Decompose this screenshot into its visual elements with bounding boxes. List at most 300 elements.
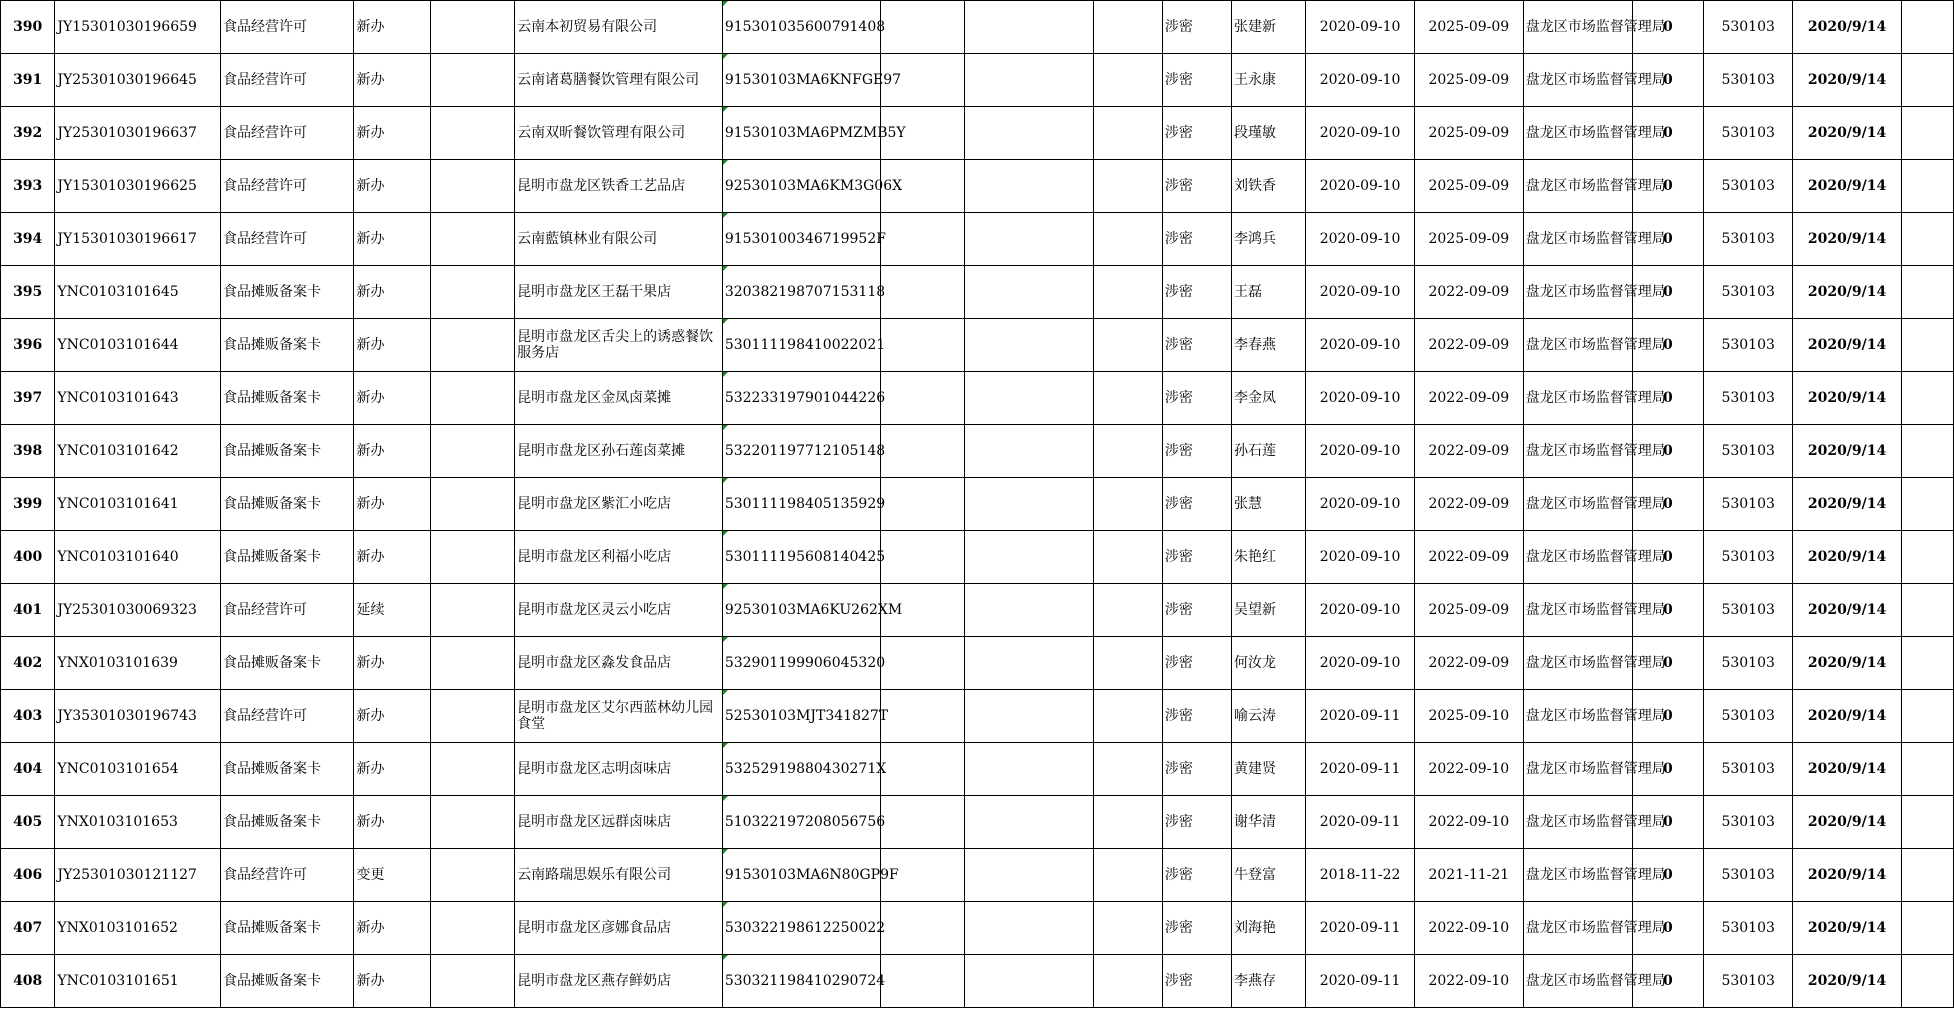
empty-cell[interactable] [965, 849, 1094, 902]
area-code-cell[interactable]: 530103 [1704, 478, 1793, 531]
empty-cell[interactable] [965, 690, 1094, 743]
empty-cell[interactable] [881, 690, 965, 743]
valid-to-cell[interactable]: 2025-09-09 [1414, 1, 1523, 54]
empty-cell[interactable] [431, 372, 515, 425]
valid-from-cell[interactable]: 2020-09-11 [1306, 902, 1415, 955]
empty-cell[interactable] [1901, 372, 1953, 425]
permit-number-cell[interactable]: JY15301030196617 [55, 213, 221, 266]
valid-to-cell[interactable]: 2022-09-09 [1414, 478, 1523, 531]
flag-cell[interactable]: 0 [1632, 372, 1704, 425]
permit-number-cell[interactable]: JY15301030196625 [55, 160, 221, 213]
empty-cell[interactable] [881, 54, 965, 107]
company-name-cell[interactable]: 昆明市盘龙区紫汇小吃店 [515, 478, 723, 531]
valid-from-cell[interactable]: 2020-09-10 [1306, 213, 1415, 266]
company-name-cell[interactable]: 云南本初贸易有限公司 [515, 1, 723, 54]
valid-from-cell[interactable]: 2020-09-10 [1306, 54, 1415, 107]
legal-person-cell[interactable]: 李春燕 [1232, 319, 1306, 372]
empty-cell[interactable] [431, 584, 515, 637]
empty-cell[interactable] [1901, 425, 1953, 478]
flag-cell[interactable]: 0 [1632, 266, 1704, 319]
empty-cell[interactable] [881, 213, 965, 266]
secret-level-cell[interactable]: 涉密 [1162, 213, 1231, 266]
flag-cell[interactable]: 0 [1632, 796, 1704, 849]
action-type-cell[interactable]: 新办 [354, 1, 431, 54]
empty-cell[interactable] [965, 319, 1094, 372]
authority-cell[interactable]: 盘龙区市场监督管理局 [1523, 372, 1632, 425]
authority-cell[interactable]: 盘龙区市场监督管理局 [1523, 955, 1632, 1008]
secret-level-cell[interactable]: 涉密 [1162, 54, 1231, 107]
company-name-cell[interactable]: 昆明市盘龙区远群卤味店 [515, 796, 723, 849]
permit-type-cell[interactable]: 食品经营许可 [221, 1, 354, 54]
flag-cell[interactable]: 0 [1632, 160, 1704, 213]
empty-cell[interactable] [1901, 955, 1953, 1008]
empty-cell[interactable] [1901, 796, 1953, 849]
valid-to-cell[interactable]: 2025-09-09 [1414, 160, 1523, 213]
permit-number-cell[interactable]: YNC0103101644 [55, 319, 221, 372]
credit-code-cell[interactable]: 530111198410022021 [722, 319, 880, 372]
valid-from-cell[interactable]: 2020-09-10 [1306, 478, 1415, 531]
empty-cell[interactable] [881, 743, 965, 796]
valid-from-cell[interactable]: 2020-09-11 [1306, 743, 1415, 796]
area-code-cell[interactable]: 530103 [1704, 796, 1793, 849]
flag-cell[interactable]: 0 [1632, 637, 1704, 690]
legal-person-cell[interactable]: 张慧 [1232, 478, 1306, 531]
valid-from-cell[interactable]: 2020-09-10 [1306, 531, 1415, 584]
row-number-cell[interactable]: 395 [1, 266, 55, 319]
empty-cell[interactable] [881, 849, 965, 902]
empty-cell[interactable] [1901, 743, 1953, 796]
row-number-cell[interactable]: 390 [1, 1, 55, 54]
legal-person-cell[interactable]: 何汝龙 [1232, 637, 1306, 690]
secret-level-cell[interactable]: 涉密 [1162, 584, 1231, 637]
secret-level-cell[interactable]: 涉密 [1162, 107, 1231, 160]
legal-person-cell[interactable]: 张建新 [1232, 1, 1306, 54]
permit-type-cell[interactable]: 食品摊贩备案卡 [221, 478, 354, 531]
permit-number-cell[interactable]: JY15301030196659 [55, 1, 221, 54]
flag-cell[interactable]: 0 [1632, 584, 1704, 637]
row-number-cell[interactable]: 396 [1, 319, 55, 372]
secret-level-cell[interactable]: 涉密 [1162, 160, 1231, 213]
valid-to-cell[interactable]: 2025-09-09 [1414, 107, 1523, 160]
credit-code-cell[interactable]: 532233197901044226 [722, 372, 880, 425]
credit-code-cell[interactable]: 532901199906045320 [722, 637, 880, 690]
flag-cell[interactable]: 0 [1632, 955, 1704, 1008]
credit-code-cell[interactable]: 53252919880430271X [722, 743, 880, 796]
update-date-cell[interactable]: 2020/9/14 [1793, 372, 1902, 425]
empty-cell[interactable] [965, 372, 1094, 425]
permit-type-cell[interactable]: 食品摊贩备案卡 [221, 637, 354, 690]
permit-type-cell[interactable]: 食品经营许可 [221, 107, 354, 160]
empty-cell[interactable] [1093, 690, 1162, 743]
empty-cell[interactable] [965, 584, 1094, 637]
valid-to-cell[interactable]: 2022-09-09 [1414, 266, 1523, 319]
action-type-cell[interactable]: 新办 [354, 955, 431, 1008]
permit-number-cell[interactable]: YNX0103101652 [55, 902, 221, 955]
empty-cell[interactable] [965, 478, 1094, 531]
company-name-cell[interactable]: 昆明市盘龙区志明卤味店 [515, 743, 723, 796]
secret-level-cell[interactable]: 涉密 [1162, 531, 1231, 584]
empty-cell[interactable] [1093, 160, 1162, 213]
valid-to-cell[interactable]: 2025-09-10 [1414, 690, 1523, 743]
flag-cell[interactable]: 0 [1632, 743, 1704, 796]
permit-number-cell[interactable]: YNC0103101645 [55, 266, 221, 319]
valid-from-cell[interactable]: 2020-09-11 [1306, 955, 1415, 1008]
legal-person-cell[interactable]: 吴望新 [1232, 584, 1306, 637]
credit-code-cell[interactable]: 52530103MJT341827T [722, 690, 880, 743]
credit-code-cell[interactable]: 532201197712105148 [722, 425, 880, 478]
flag-cell[interactable]: 0 [1632, 319, 1704, 372]
row-number-cell[interactable]: 401 [1, 584, 55, 637]
valid-to-cell[interactable]: 2022-09-10 [1414, 796, 1523, 849]
valid-from-cell[interactable]: 2020-09-10 [1306, 637, 1415, 690]
flag-cell[interactable]: 0 [1632, 425, 1704, 478]
action-type-cell[interactable]: 新办 [354, 107, 431, 160]
empty-cell[interactable] [1093, 266, 1162, 319]
area-code-cell[interactable]: 530103 [1704, 955, 1793, 1008]
update-date-cell[interactable]: 2020/9/14 [1793, 849, 1902, 902]
permit-type-cell[interactable]: 食品经营许可 [221, 690, 354, 743]
empty-cell[interactable] [431, 213, 515, 266]
valid-to-cell[interactable]: 2025-09-09 [1414, 213, 1523, 266]
authority-cell[interactable]: 盘龙区市场监督管理局 [1523, 478, 1632, 531]
empty-cell[interactable] [1093, 54, 1162, 107]
row-number-cell[interactable]: 392 [1, 107, 55, 160]
permit-type-cell[interactable]: 食品摊贩备案卡 [221, 266, 354, 319]
authority-cell[interactable]: 盘龙区市场监督管理局 [1523, 849, 1632, 902]
empty-cell[interactable] [1093, 743, 1162, 796]
legal-person-cell[interactable]: 李燕存 [1232, 955, 1306, 1008]
update-date-cell[interactable]: 2020/9/14 [1793, 425, 1902, 478]
empty-cell[interactable] [431, 637, 515, 690]
action-type-cell[interactable]: 新办 [354, 478, 431, 531]
empty-cell[interactable] [1093, 107, 1162, 160]
legal-person-cell[interactable]: 王永康 [1232, 54, 1306, 107]
area-code-cell[interactable]: 530103 [1704, 213, 1793, 266]
area-code-cell[interactable]: 530103 [1704, 266, 1793, 319]
permit-number-cell[interactable]: JY25301030121127 [55, 849, 221, 902]
empty-cell[interactable] [881, 319, 965, 372]
empty-cell[interactable] [965, 425, 1094, 478]
empty-cell[interactable] [1093, 902, 1162, 955]
authority-cell[interactable]: 盘龙区市场监督管理局 [1523, 213, 1632, 266]
table-row[interactable] [1, 372, 1954, 425]
valid-to-cell[interactable]: 2022-09-09 [1414, 531, 1523, 584]
row-number-cell[interactable]: 404 [1, 743, 55, 796]
secret-level-cell[interactable]: 涉密 [1162, 955, 1231, 1008]
permit-type-cell[interactable]: 食品经营许可 [221, 213, 354, 266]
flag-cell[interactable]: 0 [1632, 902, 1704, 955]
flag-cell[interactable]: 0 [1632, 849, 1704, 902]
credit-code-cell[interactable]: 530321198410290724 [722, 955, 880, 1008]
valid-to-cell[interactable]: 2025-09-09 [1414, 54, 1523, 107]
action-type-cell[interactable]: 新办 [354, 902, 431, 955]
flag-cell[interactable]: 0 [1632, 1, 1704, 54]
row-number-cell[interactable]: 391 [1, 54, 55, 107]
empty-cell[interactable] [965, 266, 1094, 319]
empty-cell[interactable] [1093, 425, 1162, 478]
authority-cell[interactable]: 盘龙区市场监督管理局 [1523, 531, 1632, 584]
valid-to-cell[interactable]: 2021-11-21 [1414, 849, 1523, 902]
row-number-cell[interactable]: 393 [1, 160, 55, 213]
authority-cell[interactable]: 盘龙区市场监督管理局 [1523, 107, 1632, 160]
permit-number-cell[interactable]: YNC0103101651 [55, 955, 221, 1008]
company-name-cell[interactable]: 昆明市盘龙区艾尔西蓝林幼儿园食堂 [515, 690, 723, 743]
legal-person-cell[interactable]: 牛登富 [1232, 849, 1306, 902]
table-row[interactable] [1, 690, 1954, 743]
area-code-cell[interactable]: 530103 [1704, 425, 1793, 478]
area-code-cell[interactable]: 530103 [1704, 107, 1793, 160]
empty-cell[interactable] [881, 425, 965, 478]
valid-from-cell[interactable]: 2020-09-10 [1306, 372, 1415, 425]
empty-cell[interactable] [881, 531, 965, 584]
credit-code-cell[interactable]: 92530103MA6KM3G06X [722, 160, 880, 213]
empty-cell[interactable] [881, 372, 965, 425]
update-date-cell[interactable]: 2020/9/14 [1793, 584, 1902, 637]
empty-cell[interactable] [1093, 584, 1162, 637]
secret-level-cell[interactable]: 涉密 [1162, 266, 1231, 319]
empty-cell[interactable] [881, 478, 965, 531]
company-name-cell[interactable]: 云南诸葛膳餐饮管理有限公司 [515, 54, 723, 107]
authority-cell[interactable]: 盘龙区市场监督管理局 [1523, 160, 1632, 213]
empty-cell[interactable] [1901, 902, 1953, 955]
empty-cell[interactable] [1901, 637, 1953, 690]
empty-cell[interactable] [965, 902, 1094, 955]
empty-cell[interactable] [965, 796, 1094, 849]
valid-to-cell[interactable]: 2022-09-10 [1414, 955, 1523, 1008]
empty-cell[interactable] [431, 1, 515, 54]
row-number-cell[interactable]: 407 [1, 902, 55, 955]
flag-cell[interactable]: 0 [1632, 213, 1704, 266]
valid-to-cell[interactable]: 2022-09-09 [1414, 372, 1523, 425]
authority-cell[interactable]: 盘龙区市场监督管理局 [1523, 425, 1632, 478]
empty-cell[interactable] [1901, 690, 1953, 743]
action-type-cell[interactable]: 新办 [354, 160, 431, 213]
empty-cell[interactable] [965, 107, 1094, 160]
empty-cell[interactable] [965, 1, 1094, 54]
legal-person-cell[interactable]: 王磊 [1232, 266, 1306, 319]
credit-code-cell[interactable]: 91530100346719952F [722, 213, 880, 266]
empty-cell[interactable] [1093, 478, 1162, 531]
secret-level-cell[interactable]: 涉密 [1162, 796, 1231, 849]
update-date-cell[interactable]: 2020/9/14 [1793, 902, 1902, 955]
valid-to-cell[interactable]: 2022-09-09 [1414, 425, 1523, 478]
company-name-cell[interactable]: 昆明市盘龙区金凤卤菜摊 [515, 372, 723, 425]
company-name-cell[interactable]: 昆明市盘龙区淼发食品店 [515, 637, 723, 690]
empty-cell[interactable] [1093, 372, 1162, 425]
table-row[interactable] [1, 478, 1954, 531]
empty-cell[interactable] [965, 743, 1094, 796]
area-code-cell[interactable]: 530103 [1704, 902, 1793, 955]
permit-number-cell[interactable]: JY35301030196743 [55, 690, 221, 743]
legal-person-cell[interactable]: 孙石莲 [1232, 425, 1306, 478]
empty-cell[interactable] [1901, 266, 1953, 319]
legal-person-cell[interactable]: 李金凤 [1232, 372, 1306, 425]
empty-cell[interactable] [881, 637, 965, 690]
credit-code-cell[interactable]: 320382198707153118 [722, 266, 880, 319]
area-code-cell[interactable]: 530103 [1704, 743, 1793, 796]
empty-cell[interactable] [881, 584, 965, 637]
credit-code-cell[interactable]: 91530103MA6PMZMB5Y [722, 107, 880, 160]
empty-cell[interactable] [431, 266, 515, 319]
action-type-cell[interactable]: 新办 [354, 319, 431, 372]
company-name-cell[interactable]: 昆明市盘龙区利福小吃店 [515, 531, 723, 584]
permit-type-cell[interactable]: 食品摊贩备案卡 [221, 902, 354, 955]
legal-person-cell[interactable]: 李鸿兵 [1232, 213, 1306, 266]
permit-number-cell[interactable]: YNC0103101642 [55, 425, 221, 478]
empty-cell[interactable] [1093, 637, 1162, 690]
empty-cell[interactable] [431, 902, 515, 955]
permit-number-cell[interactable]: YNC0103101643 [55, 372, 221, 425]
table-row[interactable] [1, 584, 1954, 637]
secret-level-cell[interactable]: 涉密 [1162, 319, 1231, 372]
empty-cell[interactable] [881, 796, 965, 849]
empty-cell[interactable] [431, 955, 515, 1008]
empty-cell[interactable] [431, 319, 515, 372]
secret-level-cell[interactable]: 涉密 [1162, 743, 1231, 796]
permit-number-cell[interactable]: JY25301030196645 [55, 54, 221, 107]
company-name-cell[interactable]: 昆明市盘龙区孙石莲卤菜摊 [515, 425, 723, 478]
update-date-cell[interactable]: 2020/9/14 [1793, 319, 1902, 372]
legal-person-cell[interactable]: 刘海艳 [1232, 902, 1306, 955]
empty-cell[interactable] [881, 902, 965, 955]
action-type-cell[interactable]: 新办 [354, 425, 431, 478]
credit-code-cell[interactable]: 510322197208056756 [722, 796, 880, 849]
valid-from-cell[interactable]: 2020-09-10 [1306, 584, 1415, 637]
table-row[interactable] [1, 849, 1954, 902]
legal-person-cell[interactable]: 喻云涛 [1232, 690, 1306, 743]
action-type-cell[interactable]: 新办 [354, 266, 431, 319]
empty-cell[interactable] [1901, 213, 1953, 266]
company-name-cell[interactable]: 云南藍镇林业有限公司 [515, 213, 723, 266]
company-name-cell[interactable]: 昆明市盘龙区王磊干果店 [515, 266, 723, 319]
area-code-cell[interactable]: 530103 [1704, 531, 1793, 584]
table-row[interactable] [1, 637, 1954, 690]
company-name-cell[interactable]: 云南双昕餐饮管理有限公司 [515, 107, 723, 160]
empty-cell[interactable] [431, 160, 515, 213]
empty-cell[interactable] [431, 796, 515, 849]
permit-number-cell[interactable]: YNX0103101639 [55, 637, 221, 690]
table-row[interactable] [1, 160, 1954, 213]
secret-level-cell[interactable]: 涉密 [1162, 902, 1231, 955]
table-row[interactable] [1, 902, 1954, 955]
empty-cell[interactable] [881, 1, 965, 54]
permit-type-cell[interactable]: 食品经营许可 [221, 584, 354, 637]
authority-cell[interactable]: 盘龙区市场监督管理局 [1523, 319, 1632, 372]
table-row[interactable] [1, 213, 1954, 266]
update-date-cell[interactable]: 2020/9/14 [1793, 743, 1902, 796]
authority-cell[interactable]: 盘龙区市场监督管理局 [1523, 584, 1632, 637]
update-date-cell[interactable]: 2020/9/14 [1793, 160, 1902, 213]
empty-cell[interactable] [1093, 319, 1162, 372]
empty-cell[interactable] [1093, 1, 1162, 54]
update-date-cell[interactable]: 2020/9/14 [1793, 796, 1902, 849]
table-row[interactable] [1, 796, 1954, 849]
secret-level-cell[interactable]: 涉密 [1162, 425, 1231, 478]
area-code-cell[interactable]: 530103 [1704, 54, 1793, 107]
permit-number-cell[interactable]: JY25301030196637 [55, 107, 221, 160]
valid-from-cell[interactable]: 2020-09-10 [1306, 425, 1415, 478]
empty-cell[interactable] [431, 743, 515, 796]
credit-code-cell[interactable]: 92530103MA6KU262XM [722, 584, 880, 637]
credit-code-cell[interactable]: 915301035600791408 [722, 1, 880, 54]
secret-level-cell[interactable]: 涉密 [1162, 1, 1231, 54]
permit-type-cell[interactable]: 食品经营许可 [221, 54, 354, 107]
update-date-cell[interactable]: 2020/9/14 [1793, 213, 1902, 266]
empty-cell[interactable] [1901, 849, 1953, 902]
area-code-cell[interactable]: 530103 [1704, 160, 1793, 213]
authority-cell[interactable]: 盘龙区市场监督管理局 [1523, 690, 1632, 743]
table-row[interactable] [1, 266, 1954, 319]
secret-level-cell[interactable]: 涉密 [1162, 372, 1231, 425]
permit-number-cell[interactable]: YNC0103101640 [55, 531, 221, 584]
authority-cell[interactable]: 盘龙区市场监督管理局 [1523, 796, 1632, 849]
row-number-cell[interactable]: 399 [1, 478, 55, 531]
empty-cell[interactable] [431, 690, 515, 743]
table-row[interactable] [1, 319, 1954, 372]
legal-person-cell[interactable]: 朱艳红 [1232, 531, 1306, 584]
company-name-cell[interactable]: 昆明市盘龙区灵云小吃店 [515, 584, 723, 637]
action-type-cell[interactable]: 延续 [354, 584, 431, 637]
area-code-cell[interactable]: 530103 [1704, 849, 1793, 902]
company-name-cell[interactable]: 昆明市盘龙区彦娜食品店 [515, 902, 723, 955]
empty-cell[interactable] [431, 54, 515, 107]
update-date-cell[interactable]: 2020/9/14 [1793, 531, 1902, 584]
valid-to-cell[interactable]: 2022-09-10 [1414, 902, 1523, 955]
update-date-cell[interactable]: 2020/9/14 [1793, 1, 1902, 54]
permit-type-cell[interactable]: 食品摊贩备案卡 [221, 531, 354, 584]
empty-cell[interactable] [965, 531, 1094, 584]
permit-type-cell[interactable]: 食品摊贩备案卡 [221, 372, 354, 425]
update-date-cell[interactable]: 2020/9/14 [1793, 266, 1902, 319]
company-name-cell[interactable]: 云南路瑞思娱乐有限公司 [515, 849, 723, 902]
flag-cell[interactable]: 0 [1632, 478, 1704, 531]
action-type-cell[interactable]: 新办 [354, 54, 431, 107]
row-number-cell[interactable]: 397 [1, 372, 55, 425]
empty-cell[interactable] [1901, 584, 1953, 637]
empty-cell[interactable] [965, 54, 1094, 107]
empty-cell[interactable] [1901, 54, 1953, 107]
valid-from-cell[interactable]: 2020-09-11 [1306, 796, 1415, 849]
permit-type-cell[interactable]: 食品摊贩备案卡 [221, 955, 354, 1008]
legal-person-cell[interactable]: 段瑾敏 [1232, 107, 1306, 160]
empty-cell[interactable] [1901, 478, 1953, 531]
empty-cell[interactable] [1901, 107, 1953, 160]
secret-level-cell[interactable]: 涉密 [1162, 637, 1231, 690]
empty-cell[interactable] [1901, 160, 1953, 213]
flag-cell[interactable]: 0 [1632, 107, 1704, 160]
action-type-cell[interactable]: 新办 [354, 743, 431, 796]
empty-cell[interactable] [431, 531, 515, 584]
area-code-cell[interactable]: 530103 [1704, 1, 1793, 54]
area-code-cell[interactable]: 530103 [1704, 690, 1793, 743]
valid-from-cell[interactable]: 2020-09-10 [1306, 1, 1415, 54]
company-name-cell[interactable]: 昆明市盘龙区铁香工艺品店 [515, 160, 723, 213]
action-type-cell[interactable]: 新办 [354, 372, 431, 425]
table-row[interactable] [1, 107, 1954, 160]
valid-to-cell[interactable]: 2025-09-09 [1414, 584, 1523, 637]
secret-level-cell[interactable]: 涉密 [1162, 849, 1231, 902]
credit-code-cell[interactable]: 91530103MA6N80GP9F [722, 849, 880, 902]
table-row[interactable] [1, 955, 1954, 1008]
valid-from-cell[interactable]: 2018-11-22 [1306, 849, 1415, 902]
empty-cell[interactable] [431, 478, 515, 531]
row-number-cell[interactable]: 394 [1, 213, 55, 266]
authority-cell[interactable]: 盘龙区市场监督管理局 [1523, 1, 1632, 54]
company-name-cell[interactable]: 昆明市盘龙区舌尖上的诱惑餐饮服务店 [515, 319, 723, 372]
row-number-cell[interactable]: 398 [1, 425, 55, 478]
row-number-cell[interactable]: 406 [1, 849, 55, 902]
action-type-cell[interactable]: 新办 [354, 796, 431, 849]
